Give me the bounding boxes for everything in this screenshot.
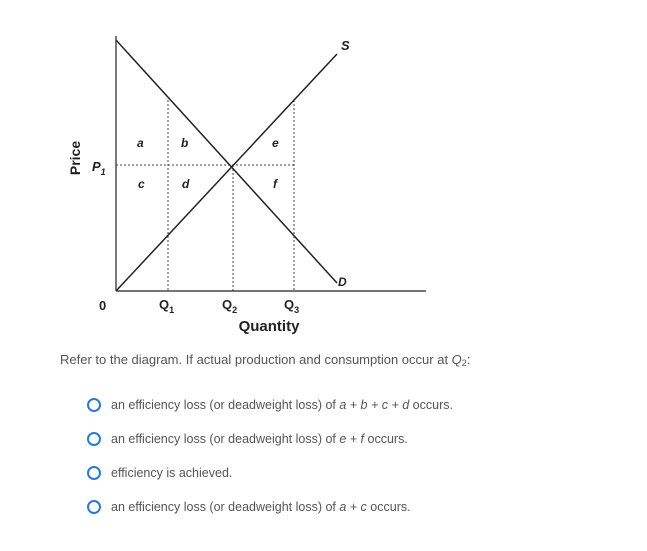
answer-option-1[interactable] bbox=[87, 398, 453, 432]
region-label-e: e bbox=[272, 136, 279, 150]
answer-option-3[interactable] bbox=[87, 466, 453, 500]
x-axis-label: Quantity bbox=[238, 318, 300, 335]
question-text bbox=[60, 352, 470, 368]
region-label-d: d bbox=[182, 177, 190, 191]
price-p1-label: $P_1$ bbox=[92, 159, 106, 177]
region-label-c: c bbox=[138, 177, 145, 191]
demand-label: D bbox=[338, 275, 347, 289]
q2-label: $Q_2$ bbox=[222, 297, 238, 315]
answer-option-2[interactable] bbox=[87, 432, 453, 466]
answer-option-4[interactable] bbox=[87, 500, 453, 534]
answer-option-label: an efficiency loss (or deadweight loss) of a + c occurs. bbox=[111, 500, 411, 514]
origin-label: 0 bbox=[99, 298, 107, 313]
region-label-a: a bbox=[137, 136, 144, 150]
q1-label: $Q_1$ bbox=[159, 297, 175, 315]
answer-option-label: an efficiency loss (or deadweight loss) of e + f occurs. bbox=[111, 432, 408, 446]
radio-button[interactable] bbox=[87, 500, 101, 514]
y-axis-label: Price bbox=[67, 140, 83, 176]
answer-option-label: an efficiency loss (or deadweight loss) of a + b + c + d occurs. bbox=[111, 398, 453, 412]
question-suffix: : bbox=[466, 352, 471, 367]
answer-option-label: efficiency is achieved. bbox=[111, 466, 233, 480]
question-symbol: Q bbox=[451, 352, 462, 367]
region-label-f: f bbox=[273, 177, 277, 191]
supply-curve bbox=[116, 54, 337, 291]
radio-button[interactable] bbox=[87, 398, 101, 412]
question-body: Refer to the diagram. If actual production and consumption occur at bbox=[60, 352, 452, 367]
radio-button[interactable] bbox=[87, 432, 101, 446]
answer-options bbox=[87, 398, 453, 534]
q3-label: $Q_3$ bbox=[284, 297, 300, 315]
demand-curve bbox=[116, 40, 337, 283]
radio-button[interactable] bbox=[87, 466, 101, 480]
question-symbol-sub: 2 bbox=[461, 358, 467, 368]
region-label-b: b bbox=[181, 136, 189, 150]
supply-label: S bbox=[341, 38, 350, 53]
